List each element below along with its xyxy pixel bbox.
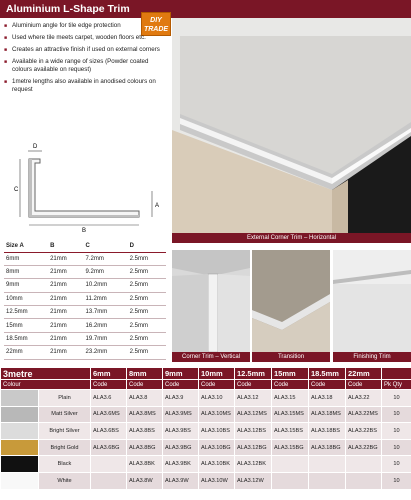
sizes-cell: 2.5mm xyxy=(128,306,166,319)
colour-name: White xyxy=(39,472,91,489)
code-label: Code xyxy=(199,380,235,390)
product-code-section xyxy=(0,367,411,500)
colour-swatch xyxy=(1,472,39,489)
pack-quantity: 10 xyxy=(382,439,411,456)
dim-label-a: A xyxy=(155,203,160,209)
sizes-cell: 21mm xyxy=(48,306,83,319)
product-code: ALA3.6MS xyxy=(91,406,127,423)
sizes-row xyxy=(4,306,166,319)
product-code: ALA3.22 xyxy=(346,390,382,407)
code-label: Code xyxy=(309,380,346,390)
product-code: ALA3.12BS xyxy=(235,423,272,440)
product-code: ALA3.10MS xyxy=(199,406,235,423)
sizes-row xyxy=(4,319,166,332)
product-code: ALA3.9BK xyxy=(163,456,199,473)
product-code: ALA3.10BK xyxy=(199,456,235,473)
product-code: ALA3.8MS xyxy=(127,406,163,423)
product-code: ALA3.8 xyxy=(127,390,163,407)
external-corner-illustration xyxy=(172,18,411,243)
product-code: ALA3.6 xyxy=(91,390,127,407)
finishing-photo xyxy=(333,250,411,362)
sizes-cell: 21mm xyxy=(48,292,83,305)
product-code: ALA3.9MS xyxy=(163,406,199,423)
sizes-cell: 8mm xyxy=(4,265,48,278)
colour-name: Plain xyxy=(39,390,91,407)
product-code: ALA3.12MS xyxy=(235,406,272,423)
colour-name: Black xyxy=(39,456,91,473)
code-size-header: 8mm xyxy=(127,368,163,380)
sizes-cell: 12.5mm xyxy=(4,306,48,319)
colour-swatch xyxy=(1,439,39,456)
colour-name: Bright Silver xyxy=(39,423,91,440)
sizes-cell: 15mm xyxy=(4,319,48,332)
sizes-row xyxy=(4,292,166,305)
sizes-header-row xyxy=(4,241,166,252)
code-row xyxy=(1,472,411,489)
sizes-cell: 2.5mm xyxy=(128,332,166,345)
code-size-header: 12.5mm xyxy=(235,368,272,380)
product-code xyxy=(272,456,309,473)
code-row xyxy=(1,439,411,456)
product-code: ALA3.12BG xyxy=(235,439,272,456)
product-code: ALA3.10BG xyxy=(199,439,235,456)
product-code: ALA3.9BS xyxy=(163,423,199,440)
colour-swatch xyxy=(1,390,39,407)
code-size-header: 9mm xyxy=(163,368,199,380)
code-label: Code xyxy=(91,380,127,390)
vertical-corner-photo xyxy=(172,250,250,362)
feature-item: ■ Available in a wide range of sizes (Powder coated colours available on request) xyxy=(4,58,166,74)
code-header-row xyxy=(1,368,411,380)
sizes-row xyxy=(4,279,166,292)
code-row xyxy=(1,456,411,473)
code-size-header: 22mm xyxy=(346,368,382,380)
product-code: ALA3.15BG xyxy=(272,439,309,456)
page-title: Aluminium L-Shape Trim xyxy=(6,3,130,15)
sizes-cell: 2.5mm xyxy=(128,292,166,305)
product-code: ALA3.12 xyxy=(235,390,272,407)
code-rows xyxy=(1,390,411,490)
code-label: Code xyxy=(127,380,163,390)
product-code: ALA3.12BK xyxy=(235,456,272,473)
product-code xyxy=(309,472,346,489)
sizes-cell: 2.5mm xyxy=(128,279,166,292)
product-code: ALA3.10 xyxy=(199,390,235,407)
sizes-cell: 23.2mm xyxy=(84,346,128,359)
colour-swatch xyxy=(1,423,39,440)
sizes-header: B xyxy=(48,241,83,252)
sizes-header: D xyxy=(128,241,166,252)
sizes-row xyxy=(4,332,166,345)
sizes-cell: 2.5mm xyxy=(128,265,166,278)
page-header xyxy=(0,0,411,18)
product-code: ALA3.22BG xyxy=(346,439,382,456)
code-row xyxy=(1,390,411,407)
sizes-cell: 21mm xyxy=(48,252,83,265)
dim-label-d: D xyxy=(33,144,38,150)
code-label: Code xyxy=(346,380,382,390)
code-size-header: 6mm xyxy=(91,368,127,380)
colour-swatch xyxy=(1,406,39,423)
colour-name: Matt Silver xyxy=(39,406,91,423)
sizes-cell: 10.2mm xyxy=(84,279,128,292)
product-code: ALA3.15MS xyxy=(272,406,309,423)
code-subheader-row xyxy=(1,380,411,390)
product-code: ALA3.9 xyxy=(163,390,199,407)
sizes-cell: 9.2mm xyxy=(84,265,128,278)
feature-item: ■ Creates an attractive finish if used on external corners xyxy=(4,46,166,54)
sizes-header: Size A xyxy=(4,241,48,252)
product-code: ALA3.8BS xyxy=(127,423,163,440)
sizes-cell: 2.5mm xyxy=(128,346,166,359)
sizes-cell: 6mm xyxy=(4,252,48,265)
product-code: ALA3.6BS xyxy=(91,423,127,440)
code-label: Code xyxy=(272,380,309,390)
caption-vertical: Corner Trim – Vertical xyxy=(172,352,250,362)
sizes-cell: 21mm xyxy=(48,319,83,332)
feature-item: ■ Used where tile meets carpet, wooden floors etc. xyxy=(4,34,166,42)
sizes-cell: 21mm xyxy=(48,346,83,359)
code-size-header: 18.5mm xyxy=(309,368,346,380)
sizes-cell: 16.2mm xyxy=(84,319,128,332)
product-code: ALA3.15BS xyxy=(272,423,309,440)
finishing-illustration xyxy=(333,250,411,362)
vertical-corner-illustration xyxy=(172,250,250,362)
product-code: ALA3.10BS xyxy=(199,423,235,440)
product-code: ALA3.8W xyxy=(127,472,163,489)
code-label: Code xyxy=(163,380,199,390)
caption-finishing: Finishing Trim xyxy=(333,352,411,362)
product-code: ALA3.8BK xyxy=(127,456,163,473)
code-label: Code xyxy=(235,380,272,390)
sizes-row xyxy=(4,346,166,359)
product-code: ALA3.8BG xyxy=(127,439,163,456)
sizes-row xyxy=(4,252,166,265)
product-code: ALA3.10W xyxy=(199,472,235,489)
product-code-table xyxy=(0,367,411,490)
colour-swatch xyxy=(1,456,39,473)
product-code xyxy=(309,456,346,473)
caption-external: External Corner Trim – Horizontal xyxy=(172,233,411,243)
profile-diagram xyxy=(4,141,166,233)
product-code: ALA3.6BG xyxy=(91,439,127,456)
product-code xyxy=(346,456,382,473)
dim-label-c: C xyxy=(14,187,19,193)
feature-item: ■ 1metre lengths also available in anodised colours on request xyxy=(4,78,166,94)
dim-label-b: B xyxy=(82,228,87,233)
sizes-cell: 9mm xyxy=(4,279,48,292)
sizes-cell: 21mm xyxy=(48,279,83,292)
sizes-cell: 22mm xyxy=(4,346,48,359)
product-code: ALA3.15 xyxy=(272,390,309,407)
sizes-cell: 21mm xyxy=(48,265,83,278)
sizes-cell: 13.7mm xyxy=(84,306,128,319)
colour-name: Bright Gold xyxy=(39,439,91,456)
transition-illustration xyxy=(252,250,330,362)
sizes-cell: 7.2mm xyxy=(84,252,128,265)
sizes-table xyxy=(4,241,166,360)
code-row xyxy=(1,423,411,440)
feature-list xyxy=(4,22,166,98)
product-code: ALA3.18MS xyxy=(309,406,346,423)
sizes-cell: 2.5mm xyxy=(128,252,166,265)
product-code: ALA3.12W xyxy=(235,472,272,489)
badge-line-1: DIY xyxy=(150,17,162,24)
external-corner-photo xyxy=(172,18,411,243)
qty-header-blank xyxy=(382,368,411,380)
product-code: ALA3.9BG xyxy=(163,439,199,456)
caption-transition: Transition xyxy=(252,352,330,362)
feature-item: ■ Aluminium angle for tile edge protection xyxy=(4,22,166,30)
product-code: ALA3.9W xyxy=(163,472,199,489)
colour-label: Colour xyxy=(1,380,91,390)
length-label: 3metre xyxy=(1,368,91,380)
badge-line-2: TRADE xyxy=(143,26,169,33)
qty-label: Pk Qty xyxy=(382,380,411,390)
product-code xyxy=(91,472,127,489)
product-code: ALA3.18 xyxy=(309,390,346,407)
sizes-header: C xyxy=(84,241,128,252)
sizes-cell: 21mm xyxy=(48,332,83,345)
sizes-cell: 10mm xyxy=(4,292,48,305)
sizes-cell: 11.2mm xyxy=(84,292,128,305)
pack-quantity: 10 xyxy=(382,423,411,440)
sizes-cell: 2.5mm xyxy=(128,319,166,332)
product-code: ALA3.18BG xyxy=(309,439,346,456)
product-code: ALA3.18BS xyxy=(309,423,346,440)
sizes-cell: 18.5mm xyxy=(4,332,48,345)
transition-photo xyxy=(252,250,330,362)
code-size-header: 15mm xyxy=(272,368,309,380)
sizes-row xyxy=(4,265,166,278)
pack-quantity: 10 xyxy=(382,472,411,489)
code-row xyxy=(1,406,411,423)
product-code xyxy=(272,472,309,489)
pack-quantity: 10 xyxy=(382,390,411,407)
product-code xyxy=(91,456,127,473)
l-profile-shape xyxy=(29,159,139,217)
code-size-header: 10mm xyxy=(199,368,235,380)
profile-shading xyxy=(29,159,139,217)
sizes-cell: 19.7mm xyxy=(84,332,128,345)
product-code xyxy=(346,472,382,489)
pack-quantity: 10 xyxy=(382,406,411,423)
product-code: ALA3.22MS xyxy=(346,406,382,423)
pack-quantity: 10 xyxy=(382,456,411,473)
product-code: ALA3.22BS xyxy=(346,423,382,440)
